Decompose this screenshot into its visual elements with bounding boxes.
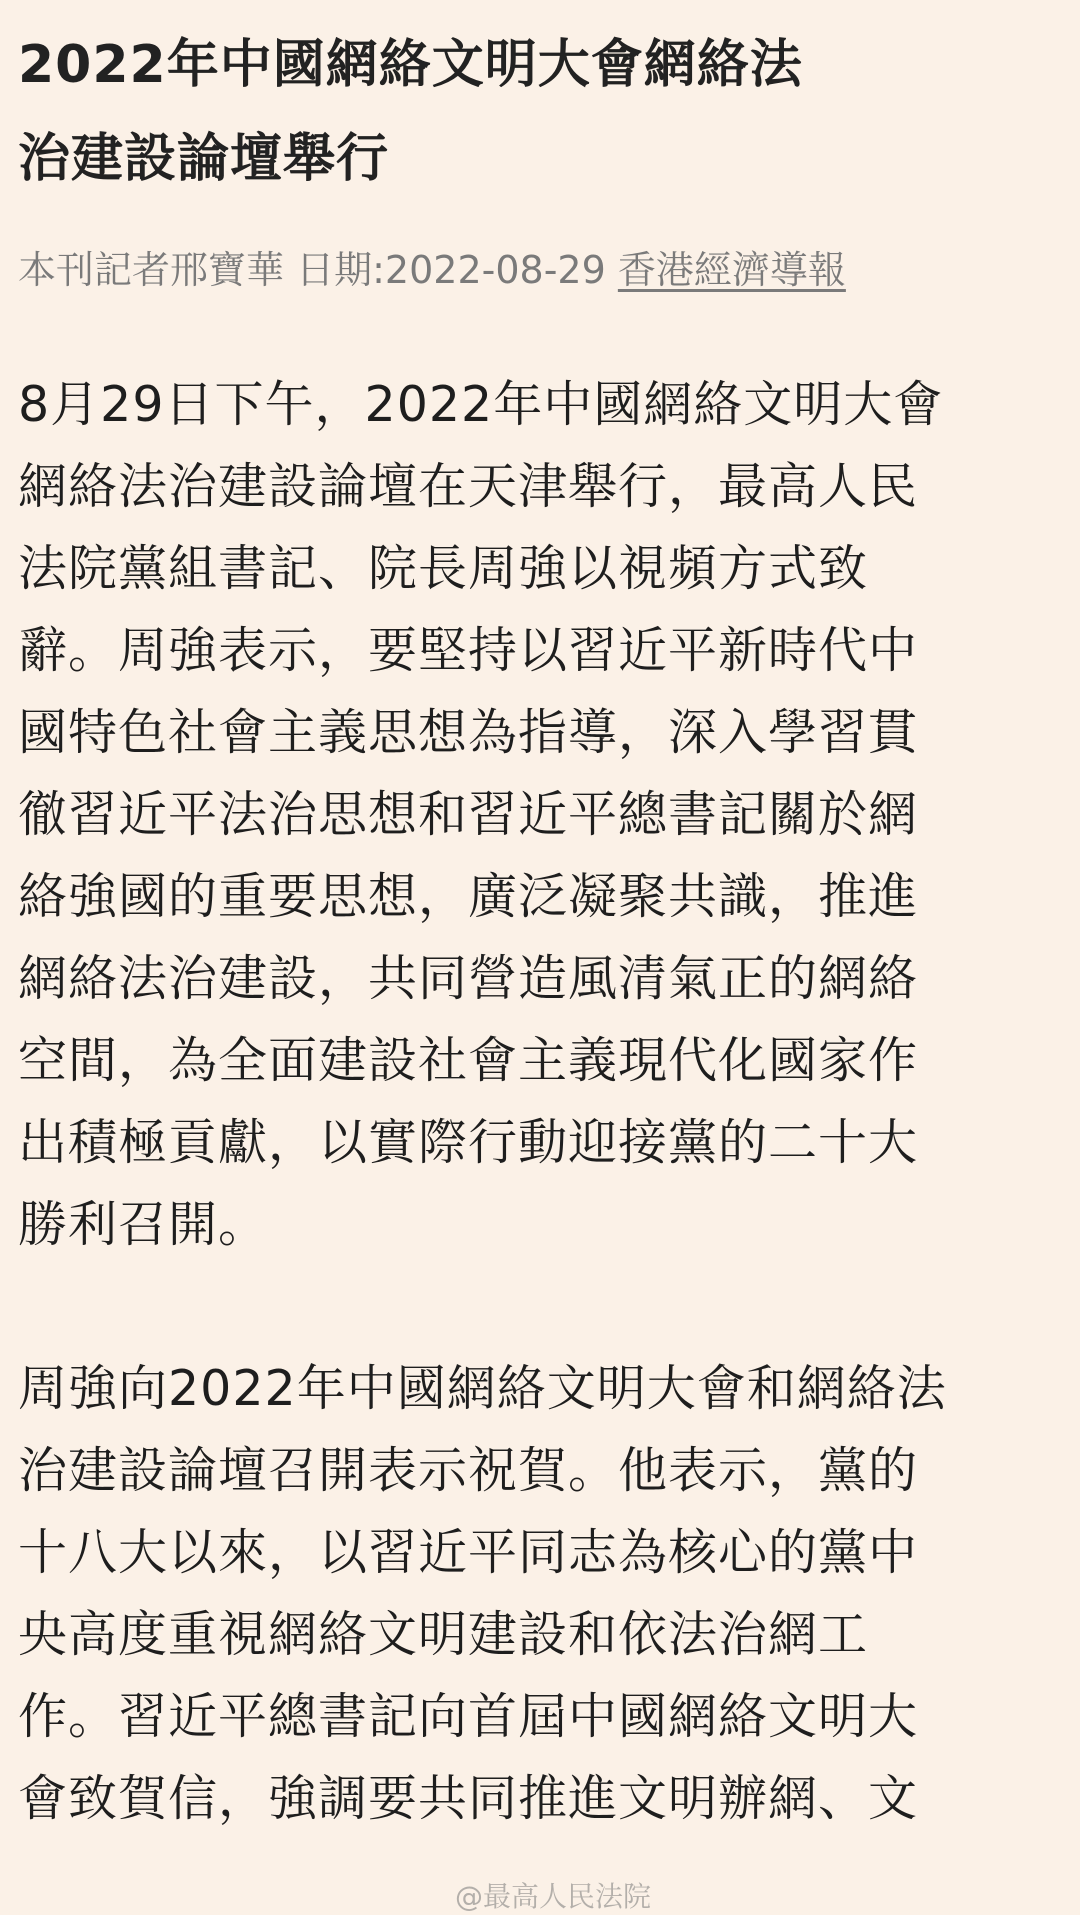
text-line: 央高度重視網絡文明建設和依法治網工 — [18, 1606, 869, 1663]
text-line: 會致賀信，強調要共同推進文明辦網、文 — [18, 1770, 919, 1827]
text-line: 網絡法治建設，共同營造風清氣正的網絡 — [18, 950, 919, 1007]
date-label: 日期: — [296, 248, 385, 292]
article-meta — [18, 242, 1068, 298]
paragraph-2 — [18, 1348, 1068, 1840]
text-line: 8月29日下午，2022年中國網絡文明大會 — [18, 376, 944, 433]
title-line: 治建設論壇舉行 — [18, 129, 390, 189]
watermark: @最高人民法院 — [455, 1880, 652, 1913]
date: 2022-08-29 — [384, 248, 606, 292]
article — [18, 0, 1068, 1840]
text-line: 十八大以來，以習近平同志為核心的黨中 — [18, 1524, 919, 1581]
text-line: 絡強國的重要思想，廣泛凝聚共識，推進 — [18, 868, 919, 925]
text-line: 出積極貢獻，以實際行動迎接黨的二十大 — [18, 1114, 919, 1171]
article-title — [18, 0, 1068, 206]
paragraph-1 — [18, 364, 1068, 1266]
source-link[interactable]: 香港經濟導報 — [617, 248, 846, 292]
text-line: 周強向2022年中國網絡文明大會和網絡法 — [18, 1360, 947, 1417]
text-line: 治建設論壇召開表示祝賀。他表示，黨的 — [18, 1442, 919, 1499]
text-line: 法院黨組書記、院長周強以視頻方式致 — [18, 540, 869, 597]
text-line: 辭。周強表示，要堅持以習近平新時代中 — [18, 622, 919, 679]
text-line: 國特色社會主義思想為指導，深入學習貫 — [18, 704, 919, 761]
text-line: 勝利召開。 — [18, 1196, 269, 1253]
title-line: 2022年中國網絡文明大會網絡法 — [18, 35, 803, 95]
text-line: 網絡法治建設論壇在天津舉行，最高人民 — [18, 458, 919, 515]
text-line: 徹習近平法治思想和習近平總書記關於網 — [18, 786, 919, 843]
text-line: 空間，為全面建設社會主義現代化國家作 — [18, 1032, 919, 1089]
author: 本刊記者邢寶華 — [18, 248, 285, 292]
text-line: 作。習近平總書記向首屆中國網絡文明大 — [18, 1688, 919, 1745]
